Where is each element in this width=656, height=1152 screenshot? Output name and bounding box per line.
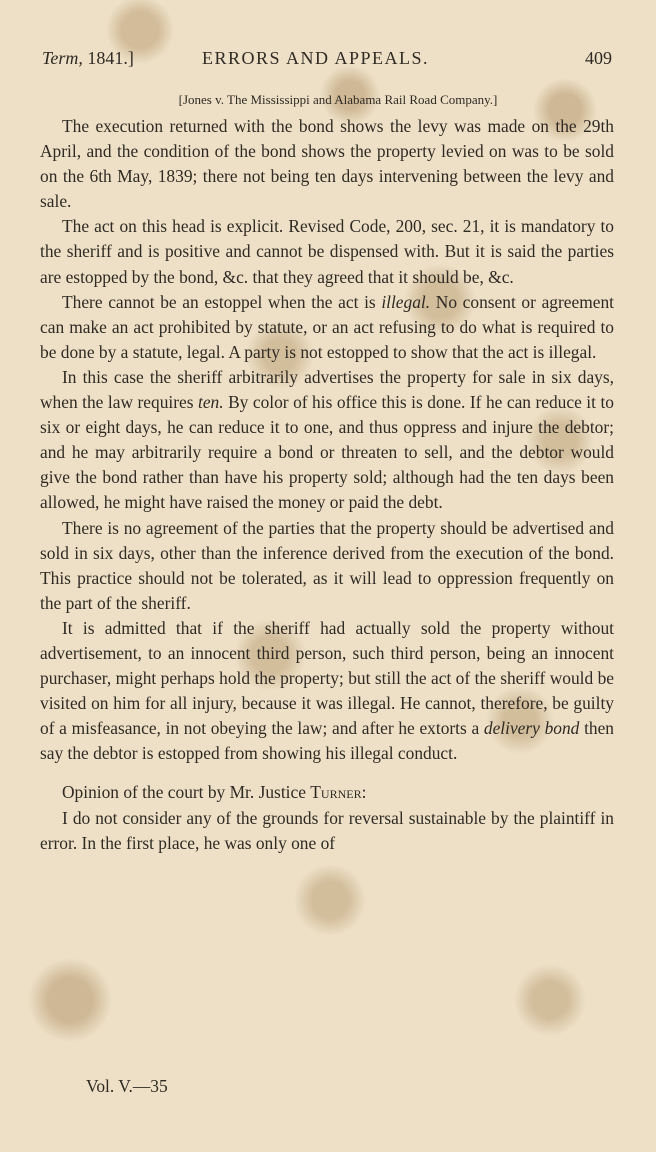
paragraph-2: The act on this head is explicit. Revised Code, 200, sec. 21, it is mandatory to the sheriff and is positive and cannot be dispensed with. But it is said the parties are estopped by the bond, &c. that they agreed that it should be, &c. [40,216,614,287]
paragraph-4: In this case the sheriff arbitrarily advertises the property for sale in six days, when the law requires ten. By color of his office this is done. If he can reduce it to six or eight days, he can reduce it to one, and thus oppress and injure the debtor; and he may arbitrarily require a bond or threaten to sell, and the debtor would give the bond rather than have his property sold; although had the ten days been allowed, he might have raised the money or paid the debt. [40,366,614,513]
term-label: Term, 1841.] [42,48,134,68]
paragraph-3: There cannot be an estoppel when the act is illegal. No consent or agreement can make an act prohibited by statute, or an act refusing to do what is required to be done by a statute, legal. A party is not estopped to show that the act is illegal. [40,291,614,362]
body-text [40,114,614,856]
opinion-heading: Opinion of the court by Mr. Justice Turner: [62,782,367,803]
volume-footer: Vol. V.—35 [86,1076,168,1096]
case-caption: [Jones v. The Mississippi and Alabama Rail Road Company.] [178,92,498,107]
paragraph-1: The execution returned with the bond shows the levy was made on the 29th April, and the condition of the bond shows the property levied on was to be sold on the 6th May, 1839; there not being ten days intervening between the levy and sale. [40,116,614,212]
paragraph-opinion: I do not consider any of the grounds for reversal sustainable by the plaintiff in error. In the first place, he was only one of [40,807,614,853]
running-header [42,48,620,74]
paragraph-6: It is admitted that if the sheriff had actually sold the property without advertisement, to an innocent third person, such third person, being an innocent purchaser, might perhaps hold the property; but still the act of the sheriff would be visited on him for all injury, because it was illegal. He cannot, therefore, be guilty of a misfeasance, in not obeying the law; and after he extorts a delivery bond then say the debtor is estopped from showing his illegal conduct. [40,617,615,764]
paragraph-5: There is no agreement of the parties that the property should be advertised and sold in six days, other than the inference derived from the execution of the bond. This practice should not be tolerated, as it will lead to oppression frequently on the part of the sheriff. [40,517,614,613]
page-number: 409 [585,48,612,68]
header-title: ERRORS AND APPEALS. [202,48,430,68]
